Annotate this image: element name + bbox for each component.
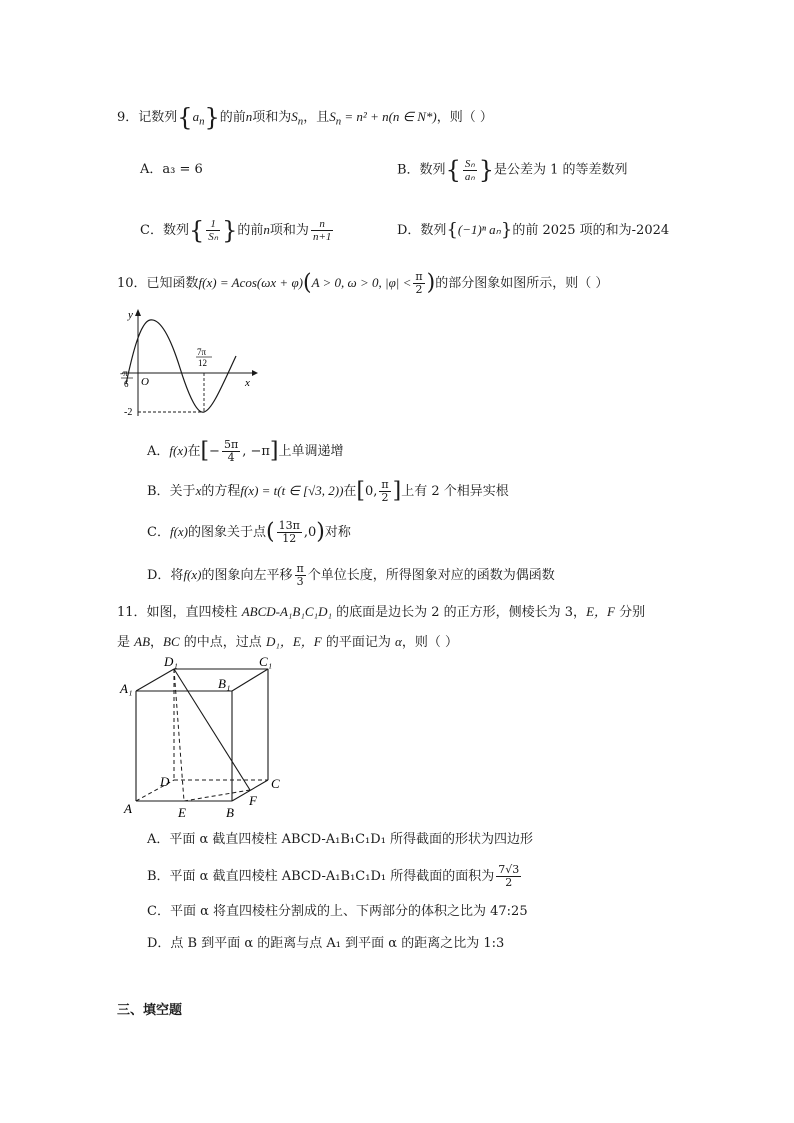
q10-c-paren-close: ) (316, 519, 325, 545)
q11-option-b-text: B．平面 α 截直四棱柱 ABCD-A₁B₁C₁D₁ 所得截面的面积为 (147, 869, 495, 884)
q10-a-interval-rest: , −π (242, 444, 270, 459)
q11-b-frac (496, 864, 521, 889)
q10-option-a-prefix: A． (147, 444, 170, 459)
q11-label-B1: B₁ (218, 676, 231, 691)
q9-d-brace-close: } (500, 219, 513, 241)
q11-line1-mid: 的底面是边长为 2 的正方形，侧棱长为 3， (331, 605, 587, 620)
q9-c-frac (206, 218, 220, 243)
q10-option-d-mid: 的图象向左平移 (201, 568, 293, 583)
q11-option-c-text: C．平面 α 将直四棱柱分割成的上、下两部分的体积之比为 47:25 (147, 904, 528, 919)
q9-stem (117, 103, 493, 132)
q11-option-a-text: A．平面 α 截直四棱柱 ABCD-A₁B₁C₁D₁ 所得截面的形状为四边形 (147, 832, 534, 847)
q10-stem-prefix: 10．已知函数 (117, 276, 199, 291)
q10-c-num: 13π (278, 519, 300, 532)
q10-origin-label: O (141, 376, 149, 388)
q9-option-b[interactable] (397, 152, 628, 189)
q10-c-frac (277, 520, 302, 545)
q9-seq-sub: n (199, 115, 205, 128)
q10-option-c-fx: f(x) (169, 524, 188, 539)
q10-option-b[interactable] (147, 474, 509, 509)
q11-stem-line1 (117, 603, 645, 622)
q10-left-tick-den: 6 (124, 379, 129, 389)
q11-line2-mid2: 的平面记为 (321, 635, 395, 650)
q9-stem-mid2: 项和为 (252, 110, 292, 125)
q10-option-b-mid: 的方程 (201, 484, 241, 499)
q9-option-d-expr: (−1)ⁿ aₙ (457, 222, 501, 237)
q10-option-b-prefix: B．关于 (147, 484, 196, 499)
q10-option-d-prefix: D．将 (147, 568, 184, 583)
q10-option-a-suffix: 上单调递增 (278, 444, 344, 459)
q9-formula-sub: n (335, 115, 342, 128)
q10-a-bracket-close: ] (269, 438, 279, 464)
q10-b-bracket-open: [ (356, 478, 366, 504)
q11-b-den: 2 (505, 876, 513, 889)
q11-BC: BC (163, 634, 180, 649)
q9-formula-S: S (329, 109, 336, 124)
q9-option-a-text: A．a₃ = 6 (140, 162, 203, 177)
q9-brace-open: { (177, 103, 193, 132)
q10-cond-frac (413, 271, 424, 296)
q9-stem-end: ，则（ ） (436, 110, 493, 125)
q9-c-num: 1 (206, 218, 220, 231)
q9-b-brace-open: { (445, 156, 461, 184)
q9-n: n (245, 109, 253, 124)
q9-c-sum-frac (311, 218, 333, 243)
q10-option-b-eq: f(x) = t(t ∈ [√3, 2)) (240, 483, 344, 498)
q11-alpha: α (395, 634, 402, 649)
q11-option-a[interactable] (147, 831, 533, 849)
q11-edge-B1C1 (232, 669, 268, 691)
q10-option-c-prefix: C． (147, 525, 170, 540)
q10-cond-num: π (415, 270, 423, 283)
q9-option-d-suffix: 的前 2025 项的和为-2024 (512, 223, 670, 238)
q11-EF: E，F (586, 604, 615, 619)
q10-paren-open: ( (302, 270, 312, 296)
q10-c-paren-open: ( (266, 519, 275, 545)
q10-b-den: 2 (381, 491, 389, 504)
q9-option-a[interactable] (140, 161, 203, 179)
q9-option-d-prefix: D．数列 (397, 223, 447, 238)
q10-option-b-suffix: 上有 2 个相异实根 (401, 484, 509, 499)
q9-brace-close: } (204, 103, 220, 132)
q9-c-sum-num: n (311, 218, 333, 231)
q10-stem-end: 的部分图象如图所示，则（ ） (435, 276, 609, 291)
q10-graph (118, 306, 258, 424)
q11-line1-end: 分别 (614, 605, 646, 620)
q9-stem-mid3: ，且 (303, 110, 330, 125)
q11-label-C1: C₁ (259, 655, 273, 669)
q10-b-frac (379, 479, 390, 504)
q11-label-C: C (271, 776, 280, 791)
q10-option-a-fx: f(x) (169, 443, 188, 458)
q11-line2-end: ，则（ ） (401, 635, 458, 650)
q9-seq: a (192, 109, 200, 124)
q10-b-int-start: 0, (365, 484, 378, 499)
q10-right-tick-num: 7π (197, 347, 207, 357)
q10-d-frac (295, 563, 306, 588)
q10-min-label: -2 (124, 407, 133, 418)
q10-y-label: y (128, 309, 133, 321)
q9-d-brace-open: { (446, 219, 458, 241)
q11-label-E: E (178, 805, 186, 820)
section-3-title (117, 1002, 182, 1020)
q11-stem-line2 (117, 633, 458, 652)
q9-option-c-mid2: 项和为 (269, 223, 309, 238)
q11-b-num: 7√3 (498, 863, 520, 876)
q11-label-F: F (249, 793, 257, 808)
q11-label-A1: A₁ (120, 681, 133, 696)
q10-x-label: x (245, 377, 250, 389)
q9-option-d[interactable] (397, 221, 669, 240)
q10-option-d-suffix: 个单位长度，所得图象对应的函数为偶函数 (307, 568, 555, 583)
q10-option-a-mid: 在 (187, 444, 201, 459)
q10-cosine-curve (126, 320, 236, 412)
q11-label-B: B (226, 805, 234, 820)
q11-option-b[interactable] (147, 859, 523, 895)
q10-c-rest: ,0 (303, 525, 317, 540)
q9-option-b-prefix: B．数列 (397, 162, 446, 178)
q11-option-d[interactable] (147, 935, 504, 953)
q9-c-sum-den: n+1 (312, 231, 332, 243)
q9-b-brace-close: } (478, 156, 495, 184)
q10-cond: A > 0, ω > 0, |φ| < (311, 275, 412, 290)
q10-fx: f(x) = Acos(ωx + φ) (198, 275, 303, 290)
q10-cond-den: 2 (415, 283, 423, 296)
q10-option-d[interactable] (147, 558, 555, 593)
q11-option-c[interactable] (147, 903, 528, 921)
q9-c-brace-close: } (222, 216, 238, 245)
q9-formula-rest: = n² + n(n ∈ N*) (341, 109, 437, 124)
q10-option-b-x: x (195, 483, 202, 498)
q11-edge-A1D1 (136, 669, 174, 691)
q10-stem (117, 266, 608, 301)
q10-option-b-mid2: 在 (343, 484, 357, 499)
q11-line2-prefix: 是 (117, 635, 135, 650)
q9-S-sub: n (297, 115, 304, 128)
q10-option-c-suffix: 对称 (324, 525, 351, 540)
q11-points: D₁，E，F (265, 634, 322, 649)
q10-b-num: π (381, 478, 389, 491)
q11-edge-EF (184, 790, 250, 801)
q11-AB: AB (134, 634, 151, 649)
q11-line2-mid: 的中点，过点 (179, 635, 266, 650)
q11-edge-D1E (174, 669, 184, 801)
q9-b-frac (463, 158, 477, 183)
q10-a-bracket-open: [ (200, 438, 210, 464)
q10-y-arrow (135, 309, 141, 316)
q10-right-tick-den: 12 (198, 358, 207, 368)
q9-c-brace-open: { (188, 216, 205, 245)
q9-c-den: Sₙ (208, 231, 219, 243)
q9-S: S (291, 109, 298, 124)
q11-comma: ， (150, 635, 164, 650)
q10-option-c[interactable] (147, 515, 351, 550)
q11-label-A: A (124, 801, 132, 816)
q10-option-d-fx: f(x) (183, 567, 202, 582)
q9-b-num: Sₙ (464, 157, 475, 170)
q10-option-a[interactable] (147, 434, 344, 469)
q10-b-bracket-close: ] (392, 478, 402, 504)
q11-label-D1: D₁ (164, 655, 178, 669)
q11-line1-prefix: 11．如图，直四棱柱 (117, 605, 242, 620)
q11-prism: ABCD-A₁B₁C₁D₁ (241, 604, 332, 619)
q9-option-c[interactable] (140, 212, 335, 249)
q10-option-c-mid: 的图象关于点 (188, 525, 267, 540)
q11-visible-edges (136, 669, 268, 801)
section-3-title-text: 三、填空题 (117, 1003, 183, 1018)
q9-option-c-n: n (263, 222, 270, 237)
q10-a-minus: − (209, 444, 220, 459)
q11-hidden-edges (136, 669, 268, 801)
q10-a-num: 5π (223, 438, 239, 451)
q9-stem-mid1: 的前 (219, 110, 246, 125)
q10-a-den: 4 (227, 451, 235, 464)
q10-d-num: π (296, 562, 304, 575)
q10-x-arrow (252, 370, 258, 376)
q10-left-tick-num: -π (120, 368, 128, 378)
q11-label-D: D (160, 774, 170, 789)
q9-b-den: aₙ (464, 170, 475, 183)
q9-option-c-prefix: C．数列 (140, 223, 189, 238)
q10-a-frac (222, 439, 240, 464)
q9-option-b-suffix: 是公差为 1 的等差数列 (494, 162, 628, 178)
q9-stem-prefix: 9．记数列 (117, 110, 178, 125)
q11-option-d-text: D．点 B 到平面 α 的距离与点 A₁ 到平面 α 的距离之比为 1:3 (147, 936, 505, 951)
q10-d-den: 3 (296, 575, 304, 588)
q9-option-c-mid: 的前 (237, 223, 264, 238)
q11-prism-figure (118, 655, 290, 823)
q10-c-den: 12 (282, 532, 297, 545)
q10-paren-close: ) (426, 270, 436, 296)
